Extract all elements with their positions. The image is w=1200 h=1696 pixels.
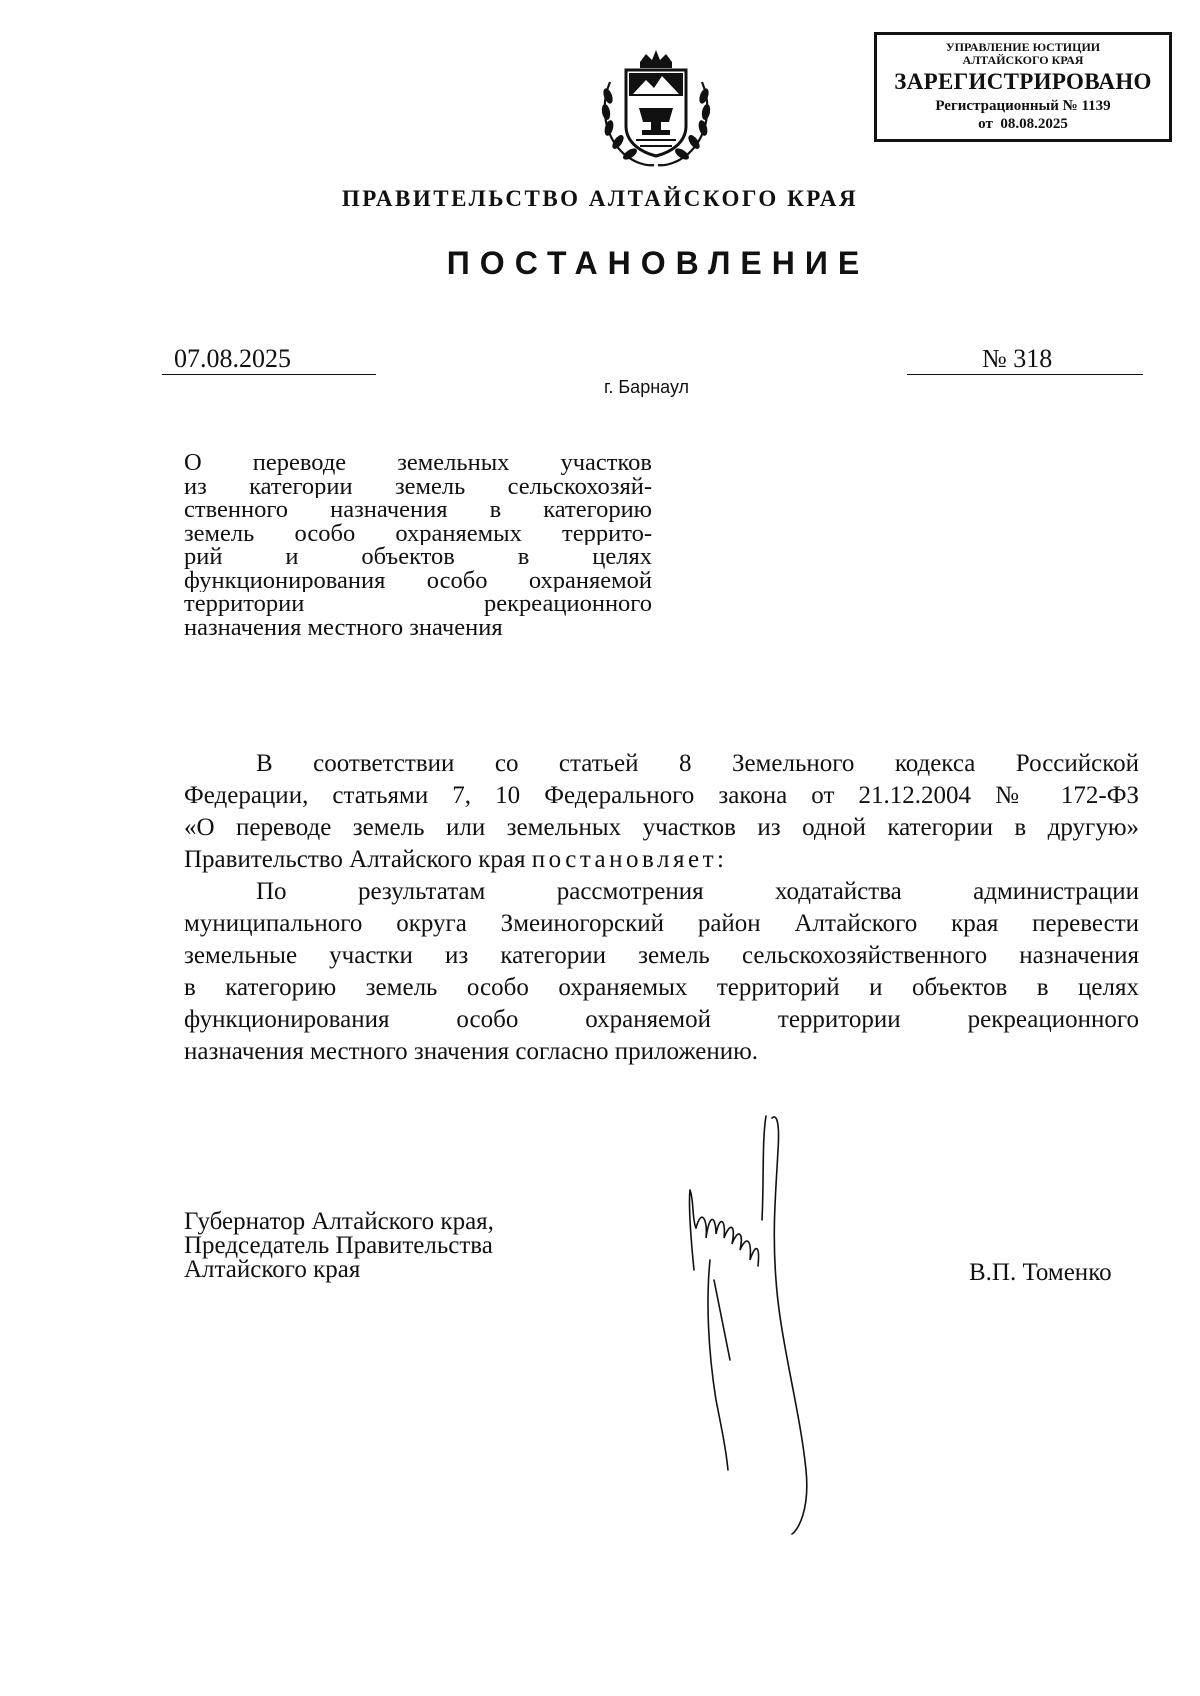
body-line: назначения местного значения согласно приложению. [184, 1038, 759, 1065]
body-line: «О переводе земель или земельных участков из одной категории в другую» [184, 814, 1139, 841]
signatory-title [184, 1210, 494, 1282]
body-line: в категорию земель особо охраняемых территорий и объектов в целях [184, 974, 1139, 1001]
subject-line: территории рекреационного [184, 592, 652, 616]
stamp-status: ЗАРЕГИСТРИРОВАНО [894, 69, 1152, 94]
number-underline [907, 374, 1143, 375]
stamp-authority-line2: АЛТАЙСКОГО КРАЯ [962, 53, 1084, 67]
subject-line: ственного назначения в категорию [184, 498, 652, 522]
document-city: г. Барнаул [604, 377, 690, 397]
body-line: функционирования особо охраняемой территории рекреационного [184, 1006, 1139, 1033]
document-number: № 318 [982, 344, 1053, 373]
signatory-title-line: Алтайского края [184, 1256, 361, 1283]
body-line: В соответствии со статьей 8 Земельного кодекса Российской [256, 750, 1139, 777]
body-line: По результатам рассмотрения ходатайства администрации [256, 878, 1139, 905]
document-type-heading: ПОСТАНОВЛЕНИЕ [446, 245, 870, 281]
subject-line: рий и объектов в целях [184, 545, 652, 569]
body-line: земельные участки из категории земель сельскохозяйственного назначения [184, 942, 1139, 969]
stamp-reg-date: от 08.08.2025 [978, 116, 1068, 132]
signatory-title-line: Председатель Правительства [184, 1232, 493, 1259]
signer-name: В.П. Томенко [969, 1259, 1112, 1286]
body-line: Федерации, статьями 7, 10 Федерального закона от 21.12.2004 № 172-ФЗ [184, 782, 1139, 809]
stamp-reg-number: Регистрационный № 1139 [935, 98, 1111, 114]
coat-of-arms-icon [596, 44, 716, 169]
body-paragraph-2 [184, 876, 1139, 1068]
subject-line: назначения местного значения [184, 615, 503, 639]
operative-prefix: Правительство Алтайского края [184, 846, 526, 873]
operative-verb: постановляет: [531, 846, 728, 873]
registration-stamp [874, 32, 1172, 142]
body-paragraph-1 [184, 748, 1139, 876]
document-date: 07.08.2025 [174, 344, 291, 373]
body-line: муниципального округа Змеиногорский район Алтайского края перевести [184, 910, 1139, 937]
subject-line: из категории земель сельскохозяй- [184, 474, 652, 498]
subject-line: функционирования особо охраняемой [184, 568, 652, 592]
issuing-authority-heading: ПРАВИТЕЛЬСТВО АЛТАЙСКОГО КРАЯ [341, 186, 859, 211]
handwritten-signature [680, 1110, 880, 1540]
document-subject [184, 451, 652, 639]
date-underline [162, 374, 376, 375]
subject-line: О переводе земельных участков [184, 451, 652, 475]
signatory-title-line: Губернатор Алтайского края, [184, 1208, 494, 1235]
stamp-authority-line1: УПРАВЛЕНИЕ ЮСТИЦИИ [945, 40, 1101, 54]
subject-line: земель особо охраняемых террито- [184, 521, 652, 545]
body-line [184, 844, 1139, 876]
